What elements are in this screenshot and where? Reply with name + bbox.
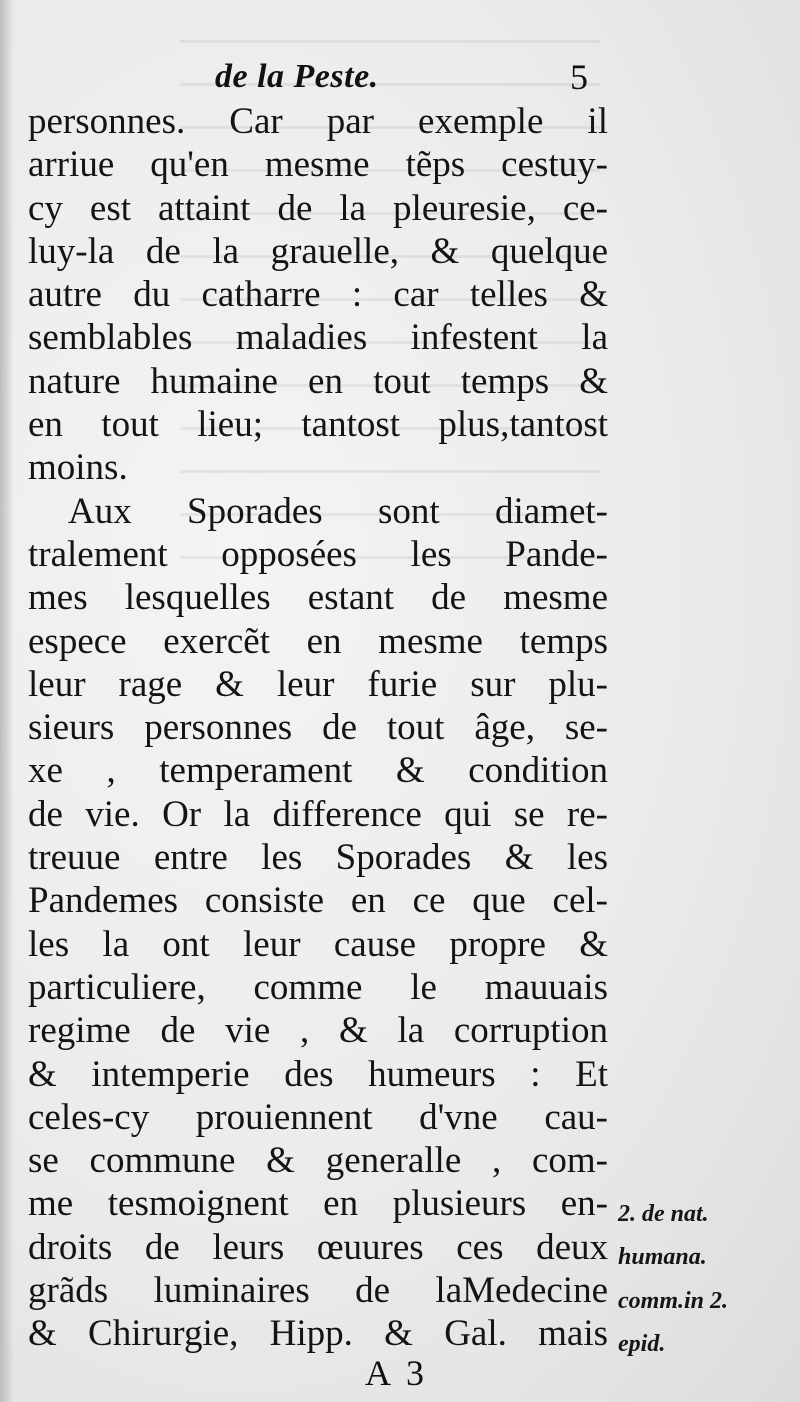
text-line: tralement opposées les Pande- [28,533,608,575]
text-line: leur rage & leur furie sur plu- [28,663,608,705]
text-line: & intemperie des humeurs : Et [28,1053,608,1095]
text-line: se commune & generalle , com- [28,1140,608,1182]
signature-mark: A 3 [365,1353,429,1393]
text-line: arriue qu'en mesme tẽps cestuy- [28,144,608,186]
text-line: mes lesquelles estant de mesme [28,577,608,619]
text-line: autre du catharre : car telles & [28,274,608,316]
page-number: 5 [570,57,588,97]
page-edge-shadow [0,0,14,1402]
text-line: Pandemes consiste en ce que cel- [28,880,608,922]
text-line: grãds luminaires de laMedecine [28,1270,608,1312]
text-line: les la ont leur cause propre & [28,923,608,965]
text-line: moins. [28,447,128,489]
text-line: particuliere, comme le mauuais [28,966,608,1008]
text-line: treuue entre les Sporades & les [28,837,608,879]
text-line: semblables maladies infestent la [28,317,608,359]
page-header [0,52,800,102]
margin-note-line: comm.in 2. [618,1287,729,1314]
text-line: cy est attaint de la pleuresie, ce- [28,187,608,229]
margin-note-line: epid. [618,1330,666,1357]
text-line: me tesmoignent en plusieurs en- [28,1183,608,1225]
paragraph-start-line: Aux Sporades sont diamet- [68,490,608,532]
text-line: en tout lieu; tantost plus,tantost [28,404,608,446]
text-line: nature humaine en tout temps & [28,360,608,402]
margin-note-line: 2. de nat. [618,1201,709,1227]
text-line: & Chirurgie, Hipp. & Gal. mais [28,1313,608,1355]
text-line: personnes. Car par exemple il [28,101,608,142]
running-title: de la Peste. [215,58,379,95]
text-line: xe , temperament & condition [28,750,608,792]
margin-note-line: humana. [618,1244,707,1271]
text-line: luy-la de la grauelle, & quelque [28,230,608,272]
text-line: droits de leurs œuures ces deux [28,1226,608,1268]
text-line: espece exercẽt en mesme temps [28,620,608,662]
text-line: celes-cy prouiennent d'vne cau- [28,1096,608,1138]
text-line: de vie. Or la difference qui se re- [28,793,608,835]
text-line: sieurs personnes de tout âge, se- [28,707,608,749]
marginal-note [618,1193,798,1366]
body-text [28,100,608,1356]
text-line: regime de vie , & la corruption [28,1010,608,1052]
